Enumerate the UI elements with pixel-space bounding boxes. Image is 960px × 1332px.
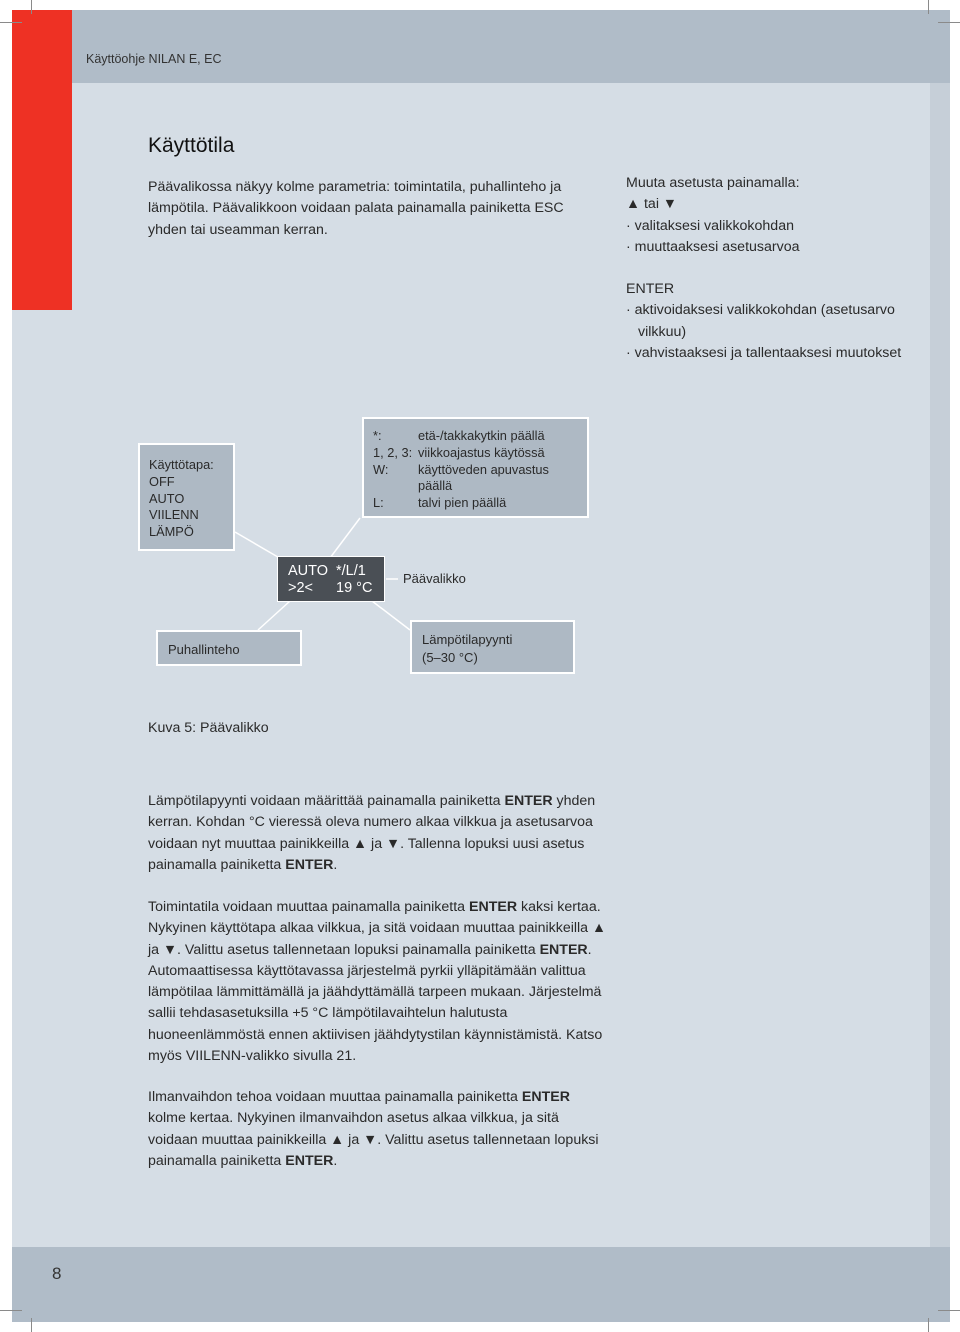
controls-item: · muuttaaksesi asetusarvoa bbox=[626, 237, 926, 258]
controls-item: · vahvistaaksesi ja tallentaaksesi muutokset bbox=[626, 343, 926, 364]
page-number: 8 bbox=[52, 1264, 62, 1283]
display-temperature: 19 °C bbox=[336, 580, 373, 596]
mode-item: LÄMPÖ bbox=[149, 524, 194, 540]
legend-value: etä-/takkakytkin päällä bbox=[418, 428, 545, 443]
header-title: Käyttöohje NILAN E, EC bbox=[86, 52, 222, 66]
legend-row bbox=[373, 428, 587, 445]
enter-label: ENTER bbox=[626, 281, 675, 298]
arrows-label: ▲ tai ▼ bbox=[626, 196, 677, 213]
controls-item: · valitaksesi valikkokohdan bbox=[626, 216, 926, 237]
text-bold: ENTER bbox=[468, 899, 518, 915]
legend-row bbox=[373, 495, 587, 512]
text: . bbox=[333, 856, 338, 873]
legend-key: 1, 2, 3: bbox=[373, 444, 413, 460]
text-bold: ENTER bbox=[285, 1152, 334, 1169]
controls-heading: Muuta asetusta painamalla: bbox=[626, 175, 800, 191]
display-status: */L/1 bbox=[336, 563, 366, 579]
fan-box: Puhallinteho bbox=[156, 630, 302, 666]
mode-item: VIILENN bbox=[149, 507, 199, 523]
main-menu-display bbox=[277, 556, 385, 602]
legend-value: viikkoajastus käytössä bbox=[418, 444, 545, 460]
text: Lämpötilapyynti voidaan määrittää painamalla painiketta bbox=[148, 793, 505, 809]
legend-row bbox=[373, 462, 587, 496]
text: Ilmanvaihdon tehoa voidaan muuttaa painamalla painiketta bbox=[148, 1089, 522, 1105]
legend-value: talvi pien päällä bbox=[418, 495, 507, 511]
legend-value: käyttöveden apuvastus päällä bbox=[418, 461, 549, 494]
text: kolme kertaa. Nykyinen ilmanvaihdon asetus alkaa vilkkua, ja sitä voidaan muuttaa painikkeilla ▲ ja ▼. Valittu asetus tallennetaan lopuksi painamalla painiketta bbox=[148, 1110, 599, 1169]
temperature-box bbox=[410, 620, 575, 674]
text: kaksi kertaa. Nykyinen käyttötapa alkaa vilkkua, ja sitä voidaan muuttaa painikkeilla ▲ ja ▼. Valittu asetus tallennetaan lopuksi painamalla painiketta bbox=[148, 899, 607, 958]
mode-box bbox=[138, 443, 235, 551]
paragraph-ventilation bbox=[148, 1087, 608, 1172]
mode-heading: Käyttötapa: bbox=[149, 457, 214, 472]
intro-paragraph: Päävalikossa näkyy kolme parametria: toimintatila, puhallinteho ja lämpötila. Päävalikkoon voidaan palata painamalla painiketta ESC yhden tai useamman kerran. bbox=[148, 179, 564, 238]
figure-caption: Kuva 5: Päävalikko bbox=[148, 720, 269, 736]
paragraph-temperature bbox=[148, 791, 608, 876]
text-bold: ENTER bbox=[521, 1089, 570, 1105]
text: . bbox=[333, 1152, 338, 1169]
text: Toimintatila voidaan muuttaa painamalla painiketta bbox=[148, 899, 469, 915]
temperature-box-label: Lämpötilapyynti bbox=[422, 632, 513, 647]
text-bold: ENTER bbox=[504, 793, 553, 809]
display-mode: AUTO bbox=[288, 563, 329, 579]
text: yhden kerran. Kohdan °C vieressä oleva numero alkaa vilkkua ja asetusarvoa voidaan nyt muuttaa painikkeilla ▲ ja ▼. Tallenna lopuksi uusi asetus painamalla painiketta bbox=[148, 793, 596, 873]
controls-item: · aktivoidaksesi valikkokohdan (asetusarvo vilkkuu) bbox=[626, 300, 926, 343]
mode-item: OFF bbox=[149, 473, 175, 489]
paragraph-mode bbox=[148, 897, 608, 1067]
temperature-box-range: (5–30 °C) bbox=[422, 649, 478, 665]
mode-item: AUTO bbox=[149, 490, 185, 506]
legend-box bbox=[362, 417, 589, 518]
display-fan-level: >2< bbox=[288, 580, 313, 596]
legend-row bbox=[373, 445, 587, 462]
legend-key: W: bbox=[373, 461, 389, 477]
legend-key: L: bbox=[373, 495, 384, 511]
text-bold: ENTER bbox=[285, 856, 334, 873]
legend-key: *: bbox=[373, 428, 382, 443]
section-title: Käyttötila bbox=[148, 134, 235, 157]
text-bold: ENTER bbox=[539, 941, 588, 958]
text: . Automaattisessa käyttötavassa järjestelmä pyrkii ylläpitämään valittua lämpötilaa lämmittämällä ja jäähdyttämällä tarpeen mukaan. Järjestelmä sallii tehdasasetuksilla +5 °C lämpötilavaihtelun halutusta huoneenlämmöstä ennen aktiivisen jäähdytystilan käynnistämistä. Katso myös VIILENN-valikko sivulla 21. bbox=[148, 941, 603, 1065]
display-label: Päävalikko bbox=[403, 571, 466, 586]
